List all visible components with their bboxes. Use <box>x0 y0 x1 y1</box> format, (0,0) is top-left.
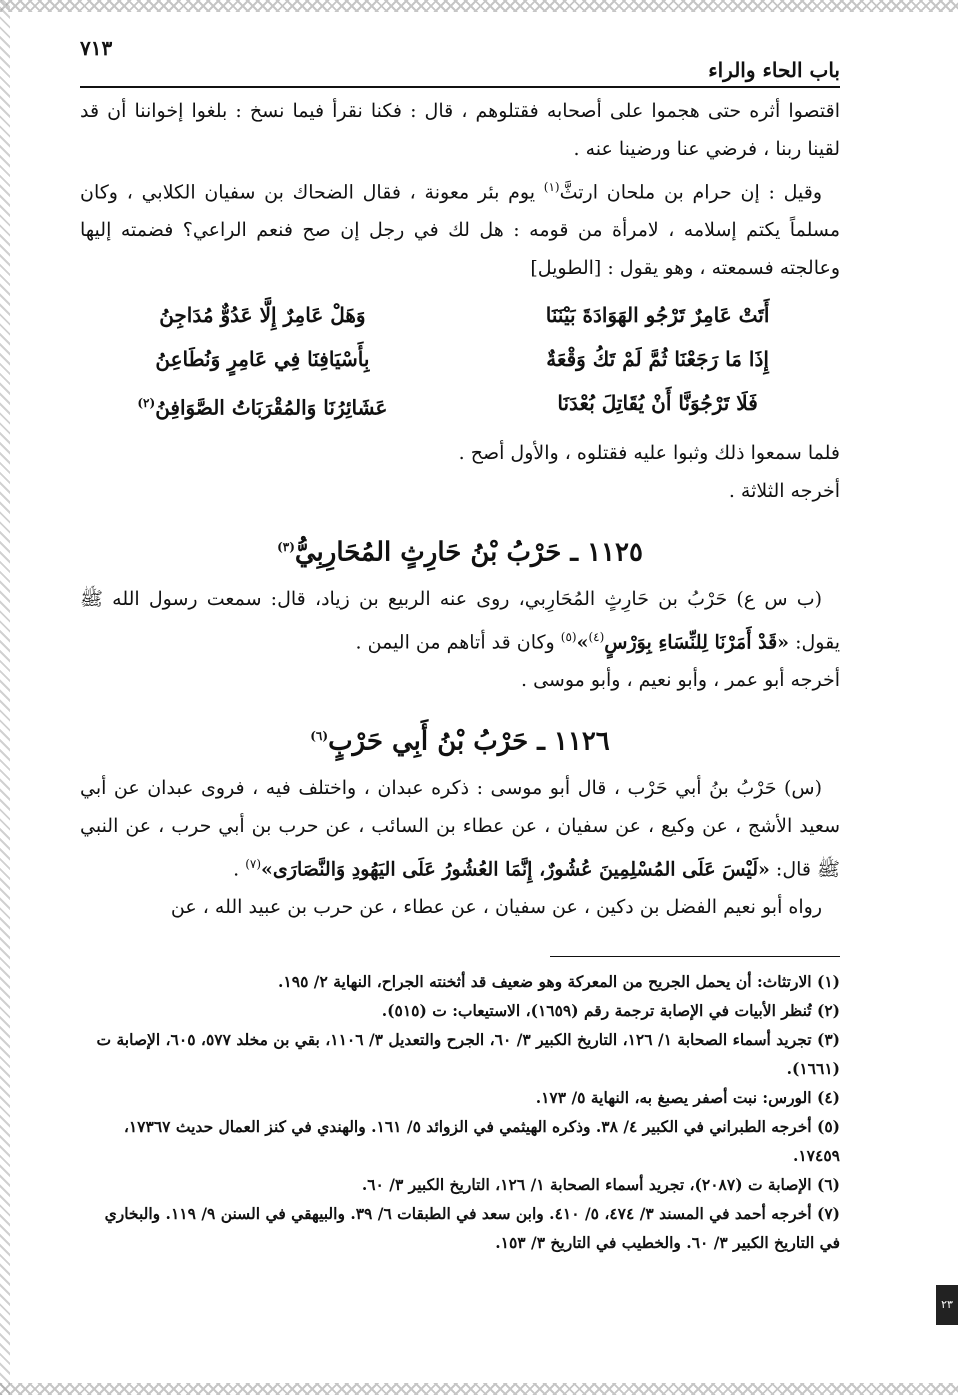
verse-line <box>80 337 840 381</box>
footnote: (٧) أخرجه أحمد في المسند ٣/ ٤٧٤، ٥/ ٤١٠. وابن سعد في الطبقات ٦/ ٣٩. والبيهقي في السنن ٩/ ١١٩. والبخاري في التاريخ الكبير ٣/ ٦٠. والخطيب في التاريخ ٣/ ١٥٣. <box>104 1203 840 1252</box>
footnote-ref: (٥) <box>560 629 577 644</box>
entry-heading-text: ١١٢٦ ـ حَرْبُ بْنُ أَبِي حَرْبٍ <box>328 726 610 757</box>
text-run: وقيل : إن حرام بن ملحان ارتثَّ <box>559 181 822 204</box>
footnote: (١) الارتثاث: أن يحمل الجريح من المعركة وهو ضعيف قد أثخنته الجراح، النهاية ٢/ ١٩٥. <box>278 971 840 991</box>
verse-first-hemistich: إِذَا مَا رَجَعْنَا ثُمَّ لَمْ تَكُ وَقْعَةٌ <box>546 347 769 372</box>
footnote-ref: (٦) <box>310 728 329 743</box>
verse-second-hemistich <box>80 381 445 430</box>
footnote: (٥) أخرجه الطبراني في الكبير ٤/ ٣٨. وذكره الهيثمي في الزوائد ٥/ ١٦١. والهندي في كنز العمال حديث ١٧٣٦٧، ١٧٤٥٩. <box>123 1116 840 1165</box>
footnote: (٤) الورس: نبت أصفر يصبغ به، النهاية ٥/ ١٧٣. <box>535 1087 840 1107</box>
decorative-border-top <box>0 0 958 12</box>
text-run: عَشَائِرُنَا وَالمُقْرَبَاتُ الصَّوَافِنُ <box>155 395 388 420</box>
text-run: وكان قد أتاهم من اليمن . <box>355 630 561 653</box>
footnote: (٢) تُنظر الأبيات في الإصابة ترجمة رقم (١٦٥٩)، الاستيعاب: ت (٥١٥). <box>381 1000 840 1020</box>
footnote-ref: (٤) <box>588 629 605 644</box>
footnote-ref: (٣) <box>277 539 295 554</box>
text-run: . <box>233 857 246 880</box>
verse-second-hemistich: وَهَلْ عَامِرٌ إِلَّا عَدُوٌّ مُدَاجِنُ <box>159 303 366 328</box>
text-run: (ب س ع) حَرْبُ بن حَارِثٍ المُحَارِبي، روى عنه الربيع بن زياد، قال: سمعت رسول الله ﷺ يقول: <box>80 587 840 653</box>
footnote-ref: (٧) <box>245 856 262 871</box>
quote-close: » <box>576 630 589 653</box>
footnote-ref: (٢) <box>137 396 156 411</box>
footnote-ref: (١) <box>543 180 560 194</box>
decorative-border-left <box>0 0 10 1395</box>
book-page <box>80 28 840 1268</box>
page-number: ٧١٣ <box>80 36 113 60</box>
footnotes <box>80 967 840 1257</box>
footnote-separator <box>550 956 840 957</box>
thumb-index-tab: ٢٣ <box>936 1285 958 1325</box>
verse-second-hemistich: بِأَسْيَافِنَا فِي عَامِرٍ وَنُطَاعِنُ <box>155 347 370 372</box>
paragraph: اقتصوا أثره حتى هجموا على أصحابه فقتلوهم ، قال : فكنا نقرأ فيما نسخ : بلغوا إخواننا أن قد لقينا ربنا ، فرضي عنا ورضينا عنه . <box>80 100 840 160</box>
paragraph: أخرجه الثلاثة . <box>728 479 840 502</box>
page-header <box>80 28 840 88</box>
paragraph: رواه أبو نعيم الفضل بن دكين ، عن سفيان ، عن عطاء ، عن حرب بن عبيد الله ، عن <box>170 895 822 918</box>
verse-line <box>80 381 840 430</box>
hadith-quote: «قَدْ أَمَرْنَا لِلنِّسَاءِ بِوَرْسٍ <box>604 630 790 653</box>
paragraph <box>80 580 840 661</box>
verse-line <box>80 293 840 337</box>
main-text <box>80 92 840 926</box>
paragraph <box>80 168 840 287</box>
paragraph: أخرجه أبو عمر ، وأبو نعيم ، وأبو موسى . <box>521 668 840 691</box>
running-head: باب الحاء والراء <box>708 58 840 82</box>
paragraph: فلما سمعوا ذلك وثبوا عليه فقتلوه ، والأول أصح . <box>458 441 840 464</box>
poem-verses <box>80 293 840 430</box>
footnote: (٦) الإصابة ت (٢٠٨٧)، تجريد أسماء الصحابة ١/ ١٢٦، التاريخ الكبير ٣/ ٦٠. <box>361 1174 840 1194</box>
paragraph <box>80 769 840 888</box>
text-run: (س) حَرْبُ بنُ أبي حَرْب ، قال أبو موسى : ذكره عبدان ، واختلف فيه ، فروى عبدان عن أبي سعيد الأشج ، عن وكيع ، عن سفيان ، عن عطاء بن السائب ، عن حرب بن أبي حرب ، عن النبي ﷺ قال: <box>80 776 840 880</box>
entry-heading <box>80 528 840 572</box>
verse-first-hemistich: فَلَا تَرْجُوَنَّا أَنْ يُقَاتِلَ بُعْدَنَا <box>557 391 758 416</box>
verse-first-hemistich: أَتَتْ عَامِرٌ تَرْجُو الهَوَادَةَ بَيْنَنَا <box>545 303 770 328</box>
hadith-quote: «لَيْسَ عَلَى المُسْلِمِينَ عُشُورٌ، إِنَّمَا العُشُورُ عَلَى اليَهُودِ وَالنَّصَارَى» <box>261 857 770 880</box>
entry-heading <box>80 717 840 761</box>
decorative-border-bottom <box>0 1383 958 1395</box>
entry-heading-text: ١١٢٥ ـ حَرْبُ بْنُ حَارِثٍ المُحَارِبِيُّ <box>294 537 643 568</box>
footnote: (٣) تجريد أسماء الصحابة ١/ ١٢٦، التاريخ الكبير ٣/ ٦٠، الجرح والتعديل ٣/ ١١٠٦، بقي بن مخلد ٥٧٧، ٦٠٥، الإصابة ت (١٦٦١). <box>96 1029 840 1078</box>
text-run: يوم بئر معونة ، فقال الضحاك بن سفيان الكلابي ، وكان مسلماً يكتم إسلامه ، لامرأة من قومه : هل لك في رجل إن صح فنعم الراعي؟ فضمته إليها وعالجته فسمعته ، وهو يقول : [الطويل] <box>80 181 840 280</box>
